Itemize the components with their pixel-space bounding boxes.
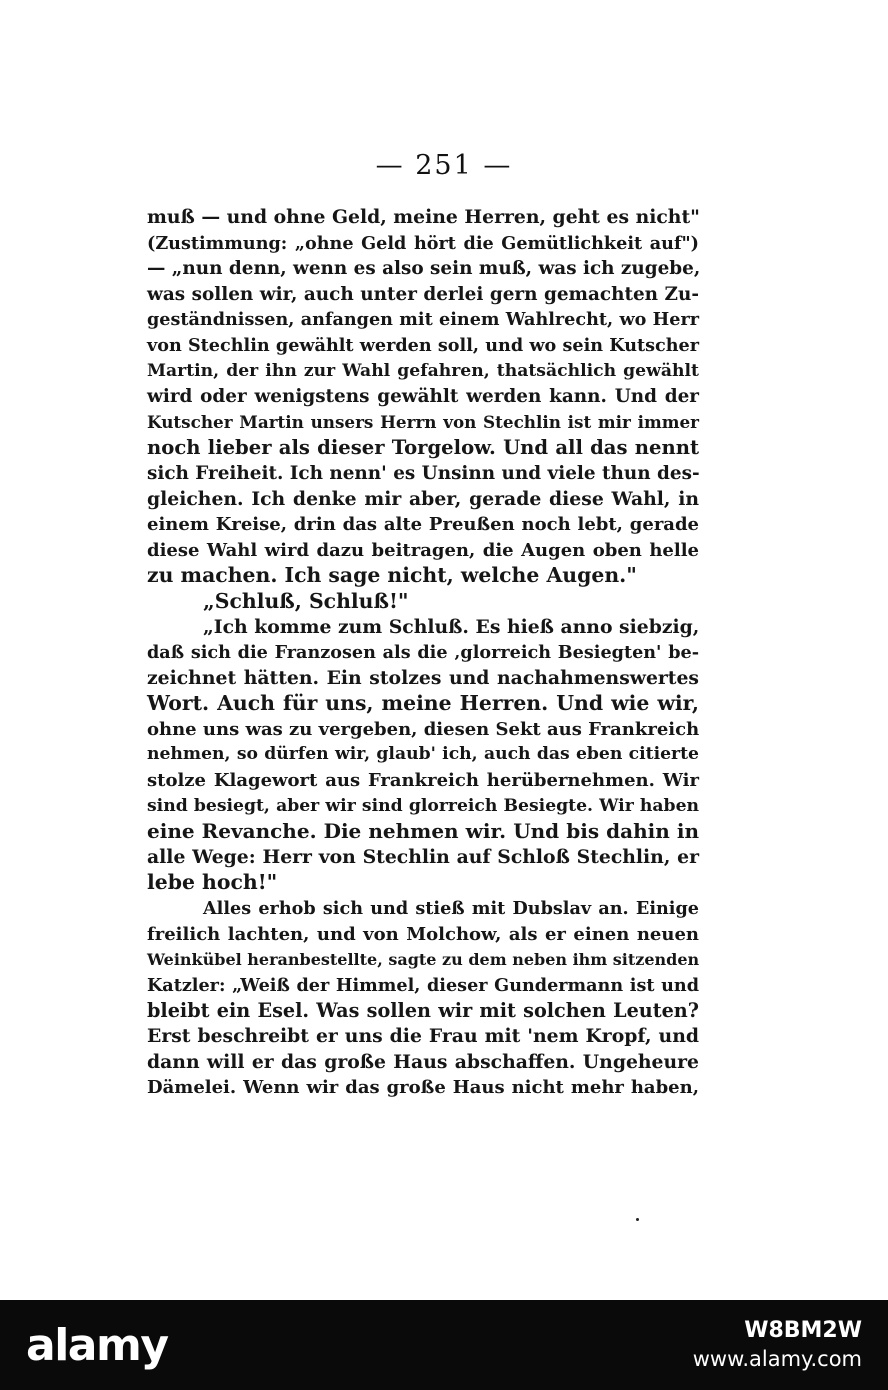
- text-line: Dämelei. Wenn wir das große Haus nicht mehr haben,: [147, 1077, 699, 1099]
- text-line: Weinkübel heranbestellte, sagte zu dem neben ihm sitzenden: [147, 950, 700, 970]
- text-line: lebe hoch!": [147, 870, 278, 895]
- text-line: von Stechlin gewählt werden soll, und wo sein Kutscher: [147, 334, 699, 356]
- text-line: gleichen. Ich denke mir aber, gerade diese Wahl, in: [147, 487, 699, 510]
- print-speck: [636, 1218, 639, 1221]
- text-line: zeichnet hätten. Ein stolzes und nachahmenswertes: [147, 666, 699, 689]
- text-line: Martin, der ihn zur Wahl gefahren, thatsächlich gewählt: [147, 360, 699, 381]
- text-line: bleibt ein Esel. Was sollen wir mit solchen Leuten?: [147, 999, 699, 1023]
- text-line: — „nun denn, wenn es also sein muß, was ich zugebe,: [147, 258, 701, 280]
- text-line: stolze Klagewort aus Frankreich herübernehmen. Wir: [147, 770, 699, 792]
- text-line: daß sich die Franzosen als die ‚glorreich Besiegten' be-: [147, 642, 699, 664]
- text-line: sich Freiheit. Ich nenn' es Unsinn und viele thun des-: [147, 462, 700, 484]
- text-line: Alles erhob sich und stieß mit Dubslav an. Einige: [203, 898, 699, 920]
- image-id: W8BM2W: [744, 1318, 862, 1343]
- text-line: dann will er das große Haus abschaffen. Ungeheure: [147, 1050, 699, 1073]
- text-line: einem Kreise, drin das alte Preußen noch lebt, gerade: [147, 514, 699, 536]
- text-line: „Ich komme zum Schluß. Es hieß anno siebzig,: [203, 615, 700, 638]
- text-line: eine Revanche. Die nehmen wir. Und bis dahin in: [147, 819, 699, 844]
- text-line: Kutscher Martin unsers Herrn von Stechlin ist mir immer: [147, 411, 699, 432]
- text-line: geständnissen, anfangen mit einem Wahlrecht, wo Herr: [147, 309, 699, 331]
- text-line: muß — und ohne Geld, meine Herren, geht es nicht": [147, 206, 700, 228]
- text-line: „Schluß, Schluß!": [203, 588, 409, 613]
- watermark-footer: [0, 1300, 888, 1390]
- page-number: — 251 —: [375, 150, 513, 181]
- site-url: www.alamy.com: [692, 1347, 862, 1371]
- text-line: freilich lachten, und von Molchow, als er einen neuen: [147, 923, 699, 945]
- text-line: Wort. Auch für uns, meine Herren. Und wie wir,: [147, 691, 699, 716]
- text-line: Katzler: „Weiß der Himmel, dieser Gundermann ist und: [147, 974, 699, 996]
- text-line: Erst beschreibt er uns die Frau mit 'nem Kropf, und: [147, 1025, 699, 1047]
- text-line: (Zustimmung: „ohne Geld hört die Gemütlichkeit auf"): [147, 232, 699, 254]
- text-line: was sollen wir, auch unter derlei gern gemachten Zu-: [147, 283, 699, 305]
- alamy-logo: alamy: [26, 1319, 168, 1371]
- text-line: nehmen, so dürfen wir, glaub' ich, auch das eben citierte: [147, 744, 699, 765]
- text-line: sind besiegt, aber wir sind glorreich Besiegte. Wir haben: [147, 795, 699, 816]
- text-line: wird oder wenigstens gewählt werden kann. Und der: [147, 386, 699, 408]
- text-line: ohne uns was zu vergeben, diesen Sekt aus Frankreich: [147, 718, 700, 740]
- text-line: zu machen. Ich sage nicht, welche Augen.": [147, 563, 637, 588]
- text-line: alle Wege: Herr von Stechlin auf Schloß Stechlin, er: [147, 845, 699, 868]
- body-text: [147, 205, 699, 1101]
- text-line: diese Wahl wird dazu beitragen, die Augen oben helle: [147, 539, 699, 561]
- text-line: noch lieber als dieser Torgelow. Und all das nennt: [147, 436, 699, 460]
- image-meta: [693, 1317, 862, 1373]
